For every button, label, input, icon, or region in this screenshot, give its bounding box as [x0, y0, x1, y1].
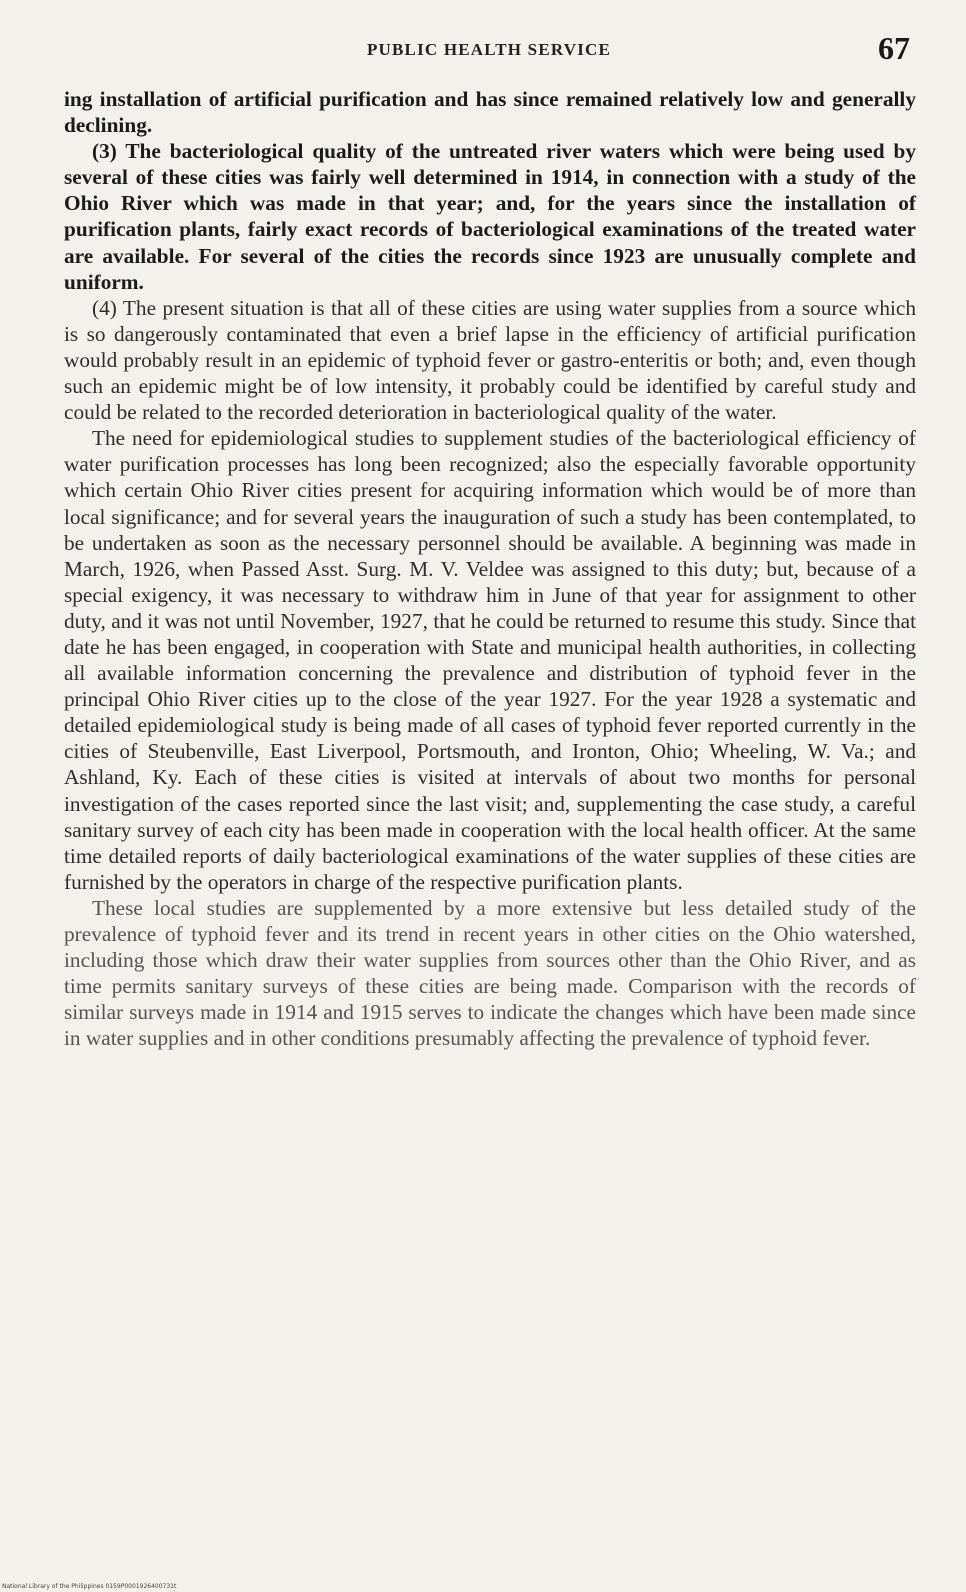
paragraph-item-4: (4) The present situation is that all of these cities are using water supplies from a source which is so dangerously contaminated that even a brief lapse in the efficiency of artificial purification would probably result in an epidemic of typhoid fever or gastro-enteritis or both; and, even though such an epidemic might be of low intensity, it probably could be identified by careful study and could be related to the recorded deterioration in bacteriological quality of the water. [64, 295, 916, 425]
running-title: PUBLIC HEALTH SERVICE [366, 40, 612, 59]
page-header [62, 30, 916, 70]
paragraph-item-3: (3) The bacteriological quality of the untreated river waters which were being used by several of these cities was fairly well determined in 1914, in connection with a study of the Ohio River which was made in that year; and, for the years since the installation of purification plants, fairly exact records of bacteriological examinations of the treated water are available. For several of the cities the records since 1923 are unusually complete and uniform. [64, 139, 916, 294]
paragraph-local-studies: These local studies are supplemented by a more extensive but less detailed study of the prevalence of typhoid fever and its trend in recent years in other cities on the Ohio watershed, including those which draw their water supplies from sources other than the Ohio River, and as time permits sanitary surveys of these cities are being made. Comparison with the records of similar surveys made in 1914 and 1915 serves to indicate the changes which have been made since in water supplies and in other conditions presumably affecting the prevalence of typhoid fever. [64, 895, 916, 1051]
page-number: 67 [878, 30, 910, 66]
body-text [64, 86, 916, 1051]
paragraph-epidemiological-need: The need for epidemiological studies to supplement studies of the bacteriological efficiency of water purification processes has long been recognized; also the especially favorable opportunity which certain Ohio River cities present for acquiring information which would be of more than local significance; and for several years the inauguration of such a study has been contemplated, to be undertaken as soon as the necessary personnel should be available. A beginning was made in March, 1926, when Passed Asst. Surg. M. V. Veldee was assigned to this duty; but, because of a special exigency, it was necessary to withdraw him in June of that year for assignment to other duty, and it was not until November, 1927, that he could be returned to resume this study. Since that date he has been engaged, in cooperation with State and municipal health authorities, in collecting all available information concerning the prevalence and distribution of typhoid fever in the principal Ohio River cities up to the close of the year 1927. For the year 1928 a systematic and detailed epidemiological study is being made of all cases of typhoid fever reported currently in the cities of Steubenville, East Liverpool, Portsmouth, and Ironton, Ohio; Wheeling, W. Va.; and Ashland, Ky. Each of these cities is visited at intervals of about two months for personal investigation of the cases reported since the last visit; and, supplementing the case study, a careful sanitary survey of each city has been made in cooperation with the local health officer. At the same time detailed reports of daily bacteriological examinations of the water supplies of these cities are furnished by the operators in charge of the respective purification plants. [64, 426, 916, 894]
library-stamp: National Library of the Philippines 0159P0001926400731t [2, 1583, 177, 1590]
paragraph-continuation: ing installation of artificial purification and has since remained relatively low and generally declining. [64, 87, 916, 138]
